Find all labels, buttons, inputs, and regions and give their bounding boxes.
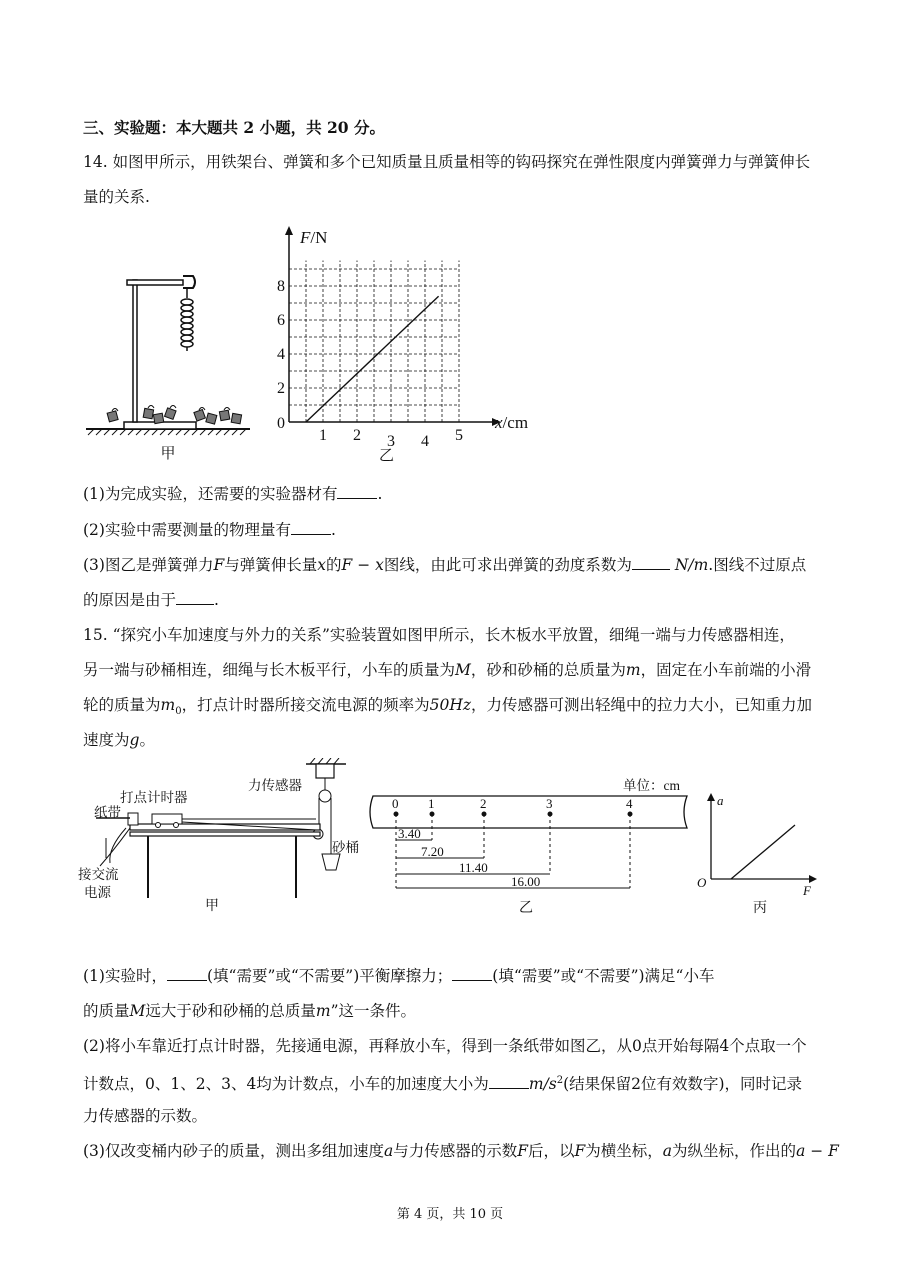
y-axis-arrow — [285, 226, 293, 235]
x-tick-label: 5 — [455, 427, 463, 444]
tape-d4: 16.00 — [511, 874, 541, 889]
q14-fx-graph — [265, 218, 545, 466]
x-axis-var: x — [495, 413, 503, 432]
answer-blank[interactable] — [632, 555, 670, 570]
q15-stem-line1: 15. “探究小车加速度与外力的关系”实验装置如图甲所示，长木板水平放置，细绳一端与力传感器相连， — [83, 626, 795, 644]
origin-label: 0 — [277, 415, 285, 432]
fig-jia-label: 甲 — [160, 446, 176, 462]
fig-yi-label: 乙 — [379, 448, 395, 464]
y-tick-label: 2 — [277, 380, 285, 397]
force-sensor — [316, 764, 334, 778]
y-tick-label: 8 — [277, 278, 285, 295]
answer-blank[interactable] — [176, 590, 214, 605]
svg-text:F/N — [299, 228, 327, 247]
x-tick-label: 1 — [319, 427, 327, 444]
q14-part3-line2: 的原因是由于 . — [83, 591, 219, 609]
q14-part3-line1: (3)图乙是弹簧弹力F与弹簧伸长量x的F − x图线，由此可求出弹簧的劲度系数为 N/m.图线不过原点 — [83, 556, 807, 574]
fig-yi-label-q15: 乙 — [519, 901, 533, 916]
label-power-2: 电源 — [84, 885, 111, 900]
x-tick-label: 4 — [421, 433, 429, 450]
q14-part1: (1)为完成实验，还需要的实验器材有 . — [83, 485, 383, 503]
aF-origin: O — [697, 875, 707, 890]
answer-blank[interactable] — [452, 966, 492, 981]
q15-part2-line2: 计数点，0、1、2、3、4均为计数点，小车的加速度大小为 $m/s^2$(结果保留2位有效数字)，同时记录 — [83, 1075, 803, 1094]
q14-stem-line1: 14. 如图甲所示，用铁架台、弹簧和多个已知质量且质量相等的钩码探究在弹性限度内弹簧弹力与弹簧伸长 — [83, 153, 811, 171]
tape-point-label: 3 — [546, 796, 553, 811]
q15-part3-line1: (3)仅改变桶内砂子的质量，测出多组加速度a与力传感器的示数F后，以F为横坐标，a为纵坐标，作出的a − F — [83, 1142, 839, 1160]
tape-point-label: 1 — [428, 796, 435, 811]
graph-grid — [289, 261, 459, 423]
q14-part2: (2)实验中需要测量的物理量有 . — [83, 521, 336, 539]
q15-paper-tape — [365, 770, 695, 920]
label-force-sensor: 力传感器 — [248, 778, 302, 793]
y-axis-var: F — [300, 228, 311, 247]
x-tick-label: 3 — [387, 433, 395, 450]
q14-stem-line2: 量的关系. — [83, 188, 150, 206]
tape-d2: 7.20 — [421, 844, 444, 859]
fig-jia-label-q15: 甲 — [205, 899, 219, 914]
x-axis-unit: /cm — [502, 413, 529, 432]
data-series-line — [306, 296, 439, 422]
tape-d1: 3.40 — [398, 826, 421, 841]
q15-stem-line3: 轮的质量为$m_0$，打点计时器所接交流电源的频率为50Hz，力传感器可测出轻绳中的拉力大小，已知重力加 — [83, 696, 813, 718]
q15-part1-line1: (1)实验时， (填“需要”或“不需要”)平衡摩擦力； (填“需要”或“不需要”)满足“小车 — [83, 967, 715, 985]
q15-aF-graph — [695, 785, 830, 920]
answer-blank[interactable] — [291, 520, 331, 535]
tape-unit-label: 单位：cm — [623, 778, 680, 793]
tape-d3: 11.40 — [459, 860, 488, 875]
q14-figure-apparatus — [80, 262, 260, 472]
answer-blank[interactable] — [167, 966, 207, 981]
label-bucket: 砂桶 — [332, 840, 359, 855]
aF-axis-F: F — [803, 883, 811, 898]
section-heading: 三、实验题：本大题共 2 小题，共 20 分。 — [83, 118, 385, 137]
q15-part2-line3: 力传感器的示数。 — [83, 1107, 208, 1125]
label-tape: 纸带 — [94, 805, 121, 820]
answer-blank[interactable] — [489, 1074, 529, 1089]
y-tick-label: 4 — [277, 346, 285, 363]
x-tick-label: 2 — [353, 427, 361, 444]
fig-bing-label: 丙 — [753, 901, 767, 916]
tape-point-label: 0 — [392, 796, 399, 811]
y-tick-label: 6 — [277, 312, 285, 329]
svg-text:x/cm — [494, 413, 528, 432]
tape-point-label: 2 — [480, 796, 487, 811]
y-axis-unit: /N — [310, 228, 328, 247]
answer-blank[interactable] — [337, 484, 377, 499]
page-footer: 第 4 页，共 10 页 — [396, 1207, 504, 1222]
q15-stem-line4: 速度为g。 — [83, 731, 155, 749]
label-power-1: 接交流 — [78, 867, 119, 882]
q15-part1-line2: 的质量M远大于砂和砂桶的总质量m”这一条件。 — [83, 1002, 417, 1020]
aF-axis-a: a — [717, 793, 724, 808]
q15-stem-line2: 另一端与砂桶相连，细绳与长木板平行，小车的质量为M，砂和砂桶的总质量为m，固定在小车前端的小滑 — [83, 661, 812, 679]
tape-point-label: 4 — [626, 796, 633, 811]
q15-part2-line1: (2)将小车靠近打点计时器，先接通电源，再释放小车，得到一条纸带如图乙，从0点开始每隔4个点取一个 — [83, 1037, 807, 1055]
label-timer: 打点计时器 — [120, 790, 188, 805]
q15-figure-apparatus — [78, 758, 363, 918]
